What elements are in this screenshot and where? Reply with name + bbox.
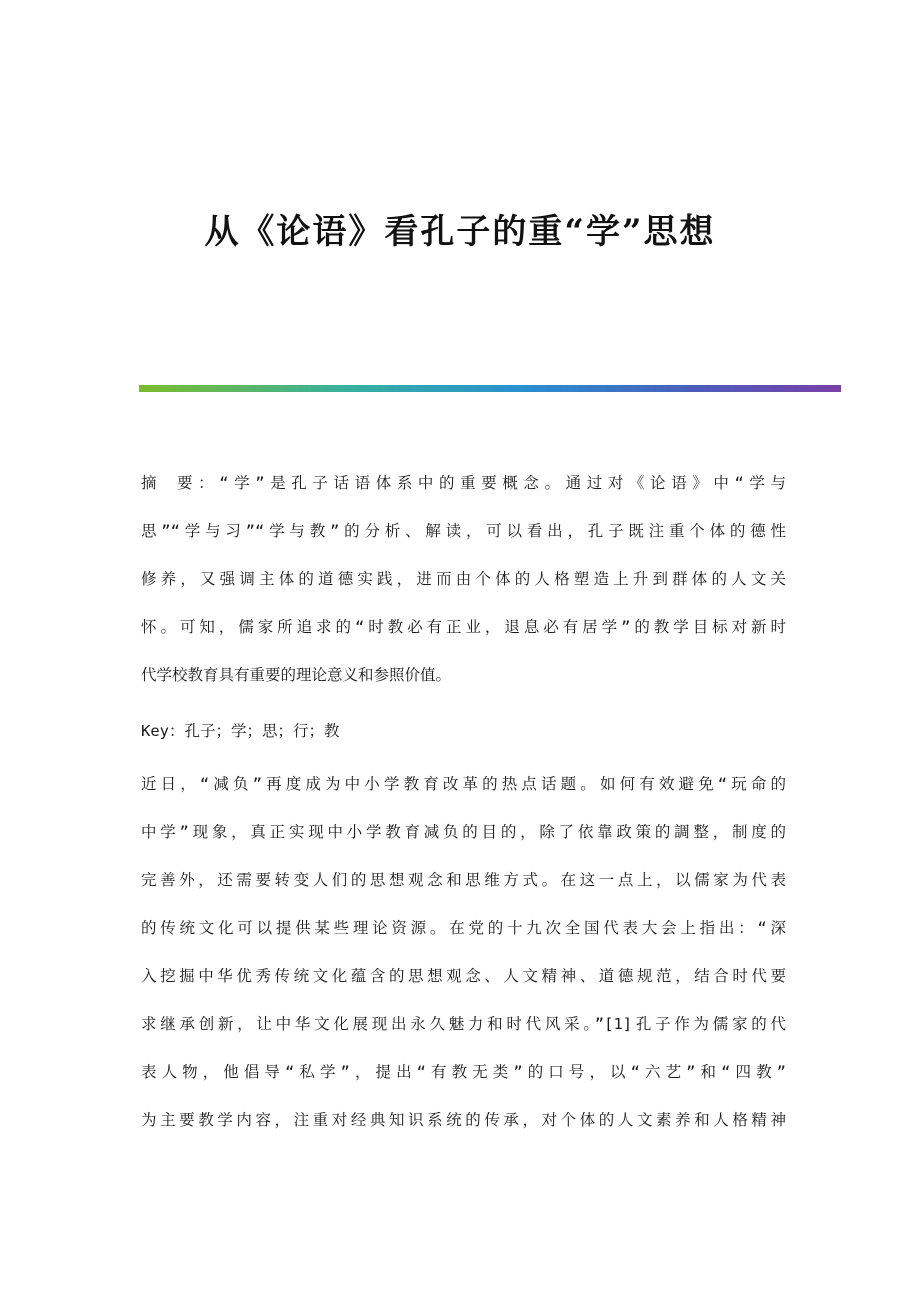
abstract-line: 思”“学与习”“学与教”的分析、解读，可以看出，孔子既注重个体的德性 [141,522,786,540]
abstract [141,459,786,699]
paragraph-line: 完善外，还需要转变人们的思想观念和思维方式。在这一点上，以儒家为代表 [141,871,786,889]
abstract-line: 修养，又强调主体的道德实践，进而由个体的人格塑造上升到群体的人文关 [141,570,786,588]
paragraph-line: 的传统文化可以提供某些理论资源。在党的十九次全国代表大会上指出：“深 [141,919,786,937]
paragraph-line: 为主要教学内容，注重对经典知识系统的传承，对个体的人文素养和人格精神 [141,1111,786,1129]
keywords [141,707,786,755]
paragraph-line: 求继承创新，让中华文化展现出永久魅力和时代风采。”[1]孔子作为儒家的代 [141,1015,786,1033]
abstract-line: 摘 要：“学”是孔子话语体系中的重要概念。通过对《论语》中“学与 [141,474,786,492]
paragraph-line: 近日，“减负”再度成为中小学教育改革的热点话题。如何有效避免“玩命的 [141,775,786,793]
introduction [141,760,786,1144]
title-divider [139,385,841,392]
abstract-line: 怀。可知，儒家所追求的“时教必有正业，退息必有居学”的教学目标对新时 [141,618,786,636]
paragraph-line: 表人物，他倡导“私学”，提出“有教无类”的口号，以“六艺”和“四教” [141,1063,786,1081]
paragraph-line: 中学”现象，真正实现中小学教育减负的目的，除了依靠政策的調整，制度的 [141,823,786,841]
paragraph-line: 入挖掘中华优秀传统文化蕴含的思想观念、人文精神、道德规范，结合时代要 [141,967,786,985]
abstract-line: 代学校教育具有重要的理论意义和参照价值。 [141,666,452,684]
keywords-line: Key：孔子；学；思；行；教 [141,722,340,740]
document-title: 从《论语》看孔子的重“学”思想 [204,212,716,252]
